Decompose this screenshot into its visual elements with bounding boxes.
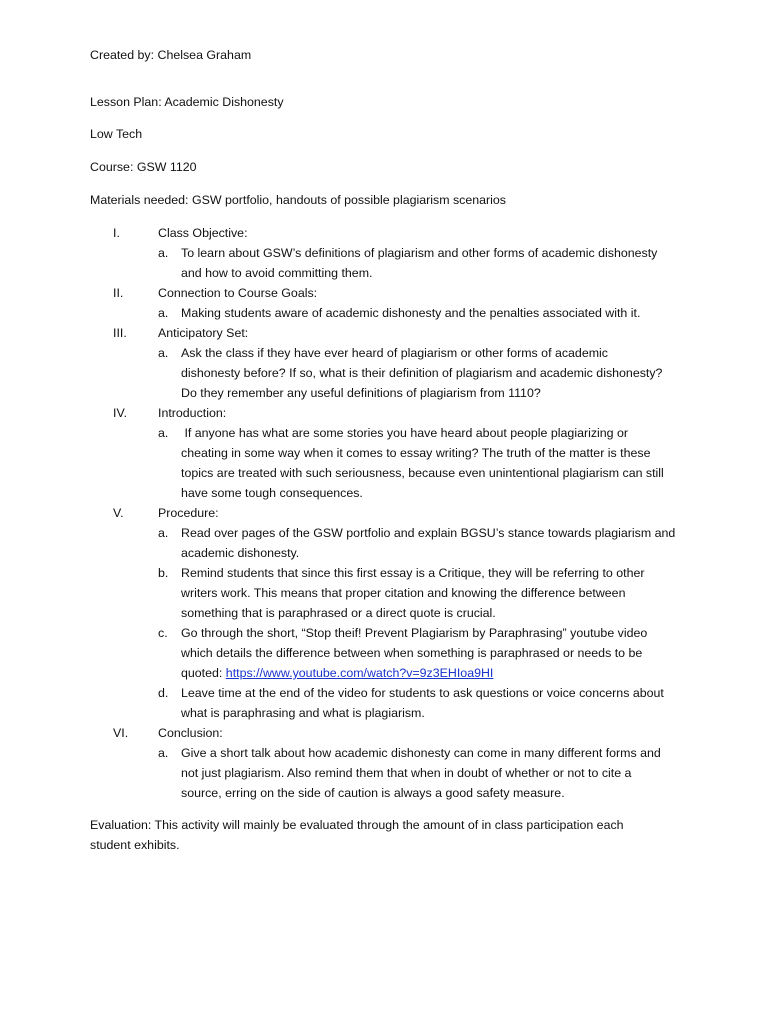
item-line: dishonesty before? If so, what is their definition of plagiarism and academic dishonesty?: [181, 366, 663, 380]
list-item: [181, 683, 681, 723]
item-line: Do they remember any useful definitions of plagiarism from 1110?: [181, 386, 541, 400]
tech-level: Low Tech: [90, 127, 143, 141]
item-line: and how to avoid committing them.: [181, 266, 373, 280]
item-line: Leave time at the end of the video for students to ask questions or voice concerns about: [181, 686, 664, 700]
item-line: writers work. This means that proper citation and knowing the difference between: [181, 586, 626, 600]
created-by: Created by: Chelsea Graham: [90, 48, 252, 62]
list-item: [181, 563, 681, 623]
section-title: Introduction:: [158, 406, 227, 420]
item-letter: a.: [158, 526, 169, 540]
item-line: cheating in some way when it comes to essay writing? The truth of the matter is these: [181, 446, 651, 460]
section-numeral: I.: [113, 226, 120, 240]
item-line-with-link: [181, 663, 681, 683]
lesson-plan-title: Lesson Plan: Academic Dishonesty: [90, 95, 284, 109]
item-line: To learn about GSW’s definitions of plagiarism and other forms of academic dishonesty: [181, 246, 658, 260]
youtube-video-link[interactable]: https://www.youtube.com/watch?v=9z3EHIoa9HI: [225, 666, 494, 680]
item-line: have some tough consequences.: [181, 486, 363, 500]
item-line: academic dishonesty.: [181, 546, 300, 560]
list-item: [181, 743, 681, 803]
item-letter: a.: [158, 426, 169, 440]
course: Course: GSW 1120: [90, 160, 197, 174]
link-prefix: quoted:: [181, 666, 226, 680]
evaluation-line: Evaluation: This activity will mainly be evaluated through the amount of in class participation each: [90, 818, 624, 832]
item-letter: d.: [158, 686, 169, 700]
item-line: Making students aware of academic dishonesty and the penalties associated with it.: [181, 306, 641, 320]
evaluation: [90, 815, 624, 855]
list-item: [181, 243, 681, 283]
item-letter: c.: [158, 626, 168, 640]
item-line: If anyone has what are some stories you have heard about people plagiarizing or: [181, 426, 629, 440]
item-line: not just plagiarism. Also remind them that when in doubt of whether or not to cite a: [181, 766, 632, 780]
evaluation-line: student exhibits.: [90, 838, 180, 852]
list-item: [181, 343, 681, 403]
item-letter: a.: [158, 306, 169, 320]
materials-needed: Materials needed: GSW portfolio, handouts of possible plagiarism scenarios: [90, 193, 506, 207]
list-item: [181, 303, 681, 323]
section-numeral: VI.: [113, 726, 129, 740]
list-item: [181, 623, 681, 683]
item-letter: a.: [158, 246, 169, 260]
item-line: Go through the short, “Stop theif! Prevent Plagiarism by Paraphrasing” youtube video: [181, 626, 648, 640]
item-line: Read over pages of the GSW portfolio and explain BGSU’s stance towards plagiarism and: [181, 526, 676, 540]
section-title: Connection to Course Goals:: [158, 286, 318, 300]
section-title: Anticipatory Set:: [158, 326, 249, 340]
item-line: what is paraphrasing and what is plagiarism.: [181, 706, 425, 720]
section-title: Class Objective:: [158, 226, 248, 240]
section-numeral: II.: [113, 286, 124, 300]
item-line: source, erring on the side of caution is always a good safety measure.: [181, 786, 565, 800]
section-title: Procedure:: [158, 506, 219, 520]
item-line: which details the difference between when something is paraphrased or needs to be: [181, 646, 643, 660]
item-line: Give a short talk about how academic dishonesty can come in many different forms and: [181, 746, 661, 760]
section-numeral: V.: [113, 506, 124, 520]
item-line: Remind students that since this first essay is a Critique, they will be referring to other: [181, 566, 645, 580]
item-letter: a.: [158, 346, 169, 360]
item-letter: a.: [158, 746, 169, 760]
list-item: [181, 423, 681, 503]
item-line: Ask the class if they have ever heard of plagiarism or other forms of academic: [181, 346, 608, 360]
list-item: [181, 523, 681, 563]
item-line: topics are treated with such seriousness, because even unintentional plagiarism can still: [181, 466, 664, 480]
item-letter: b.: [158, 566, 169, 580]
section-title: Conclusion:: [158, 726, 223, 740]
section-numeral: III.: [113, 326, 127, 340]
item-line: something that is paraphrased or a direct quote is crucial.: [181, 606, 496, 620]
section-numeral: IV.: [113, 406, 128, 420]
